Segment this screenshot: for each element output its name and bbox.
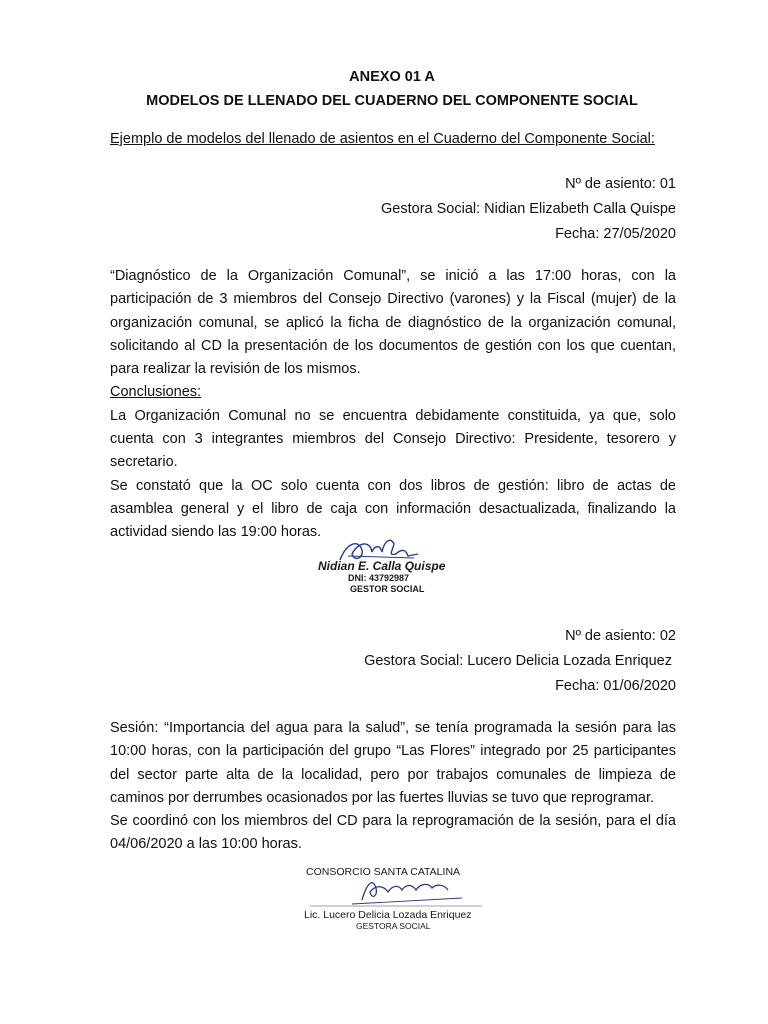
conclusions-label: Conclusiones: — [110, 384, 202, 401]
document-title: MODELOS DE LLENADO DEL CUADERNO DEL COMPONENTE SOCIAL — [146, 93, 638, 109]
entry-2-body — [110, 717, 676, 857]
signature-2-name: Lic. Lucero Delicia Lozada Enriquez — [304, 909, 472, 921]
signature-1-dni: DNI: 43792987 — [348, 573, 410, 583]
entry-1-date: Fecha: 27/05/2020 — [555, 226, 676, 242]
signature-1-role: GESTOR SOCIAL — [350, 584, 425, 594]
conclusion-1: La Organización Comunal no se encuentra debidamente constituida, ya que, solo cuenta con 3 integrantes miembros del Consejo Directivo: Presidente, tesorero y secretario. — [110, 407, 676, 471]
entry-2-number: Nº de asiento: 02 — [565, 628, 676, 644]
signature-stamp-1 — [318, 530, 458, 600]
signature-1-name: Nidian E. Calla Quispe — [318, 559, 446, 573]
entry-2-date: Fecha: 01/06/2020 — [555, 678, 676, 694]
handwritten-signature-2 — [292, 860, 492, 910]
entry-2-paragraph-2: Se coordinó con los miembros del CD para la reprogramación de la sesión, para el día 04/06/2020 a las 10:00 horas. — [110, 813, 676, 853]
entry-1-paragraph: “Diagnóstico de la Organización Comunal”, se inició a las 17:00 horas, con la participación de 3 miembros del Consejo Directivo (varones) y la Fiscal (mujer) de la organización comunal, se aplicó la ficha de diagnóstico de la organización comunal, solicitando al CD la presentación de los documentos de gestión con los que cuentan, para realizar la revisión de los mismos. — [110, 268, 676, 378]
entry-1-body — [110, 265, 676, 545]
entry-1-gestora: Gestora Social: Nidian Elizabeth Calla Quispe — [381, 201, 676, 217]
intro-heading: Ejemplo de modelos del llenado de asientos en el Cuaderno del Componente Social: — [110, 131, 655, 147]
signature-stamp-2 — [292, 860, 492, 938]
entry-2-meta — [364, 624, 676, 699]
entry-1-meta — [381, 172, 676, 247]
entry-2-paragraph: Sesión: “Importancia del agua para la salud”, se tenía programada la sesión para las 10:00 horas, con la participación del grupo “Las Flores” integrado por 25 participantes del sector parte alta de la localidad, pero por trabajos comunales de limpieza de caminos por derrumbes ocasionados por las fuertes lluvias se tuvo que reprogramar. — [110, 720, 676, 806]
conclusion-2: Se constató que la OC solo cuenta con dos libros de gestión: libro de actas de asamblea general y el libro de caja con información desactualizada, finalizando la actividad siendo las 19:00 horas. — [110, 477, 676, 541]
signature-2-role: GESTORA SOCIAL — [356, 921, 431, 931]
entry-1-number: Nº de asiento: 01 — [565, 176, 676, 192]
signature-2-organization: CONSORCIO SANTA CATALINA — [306, 866, 461, 878]
entry-2-gestora: Gestora Social: Lucero Delicia Lozada Enriquez — [364, 653, 672, 669]
annex-title: ANEXO 01 A — [349, 69, 435, 85]
